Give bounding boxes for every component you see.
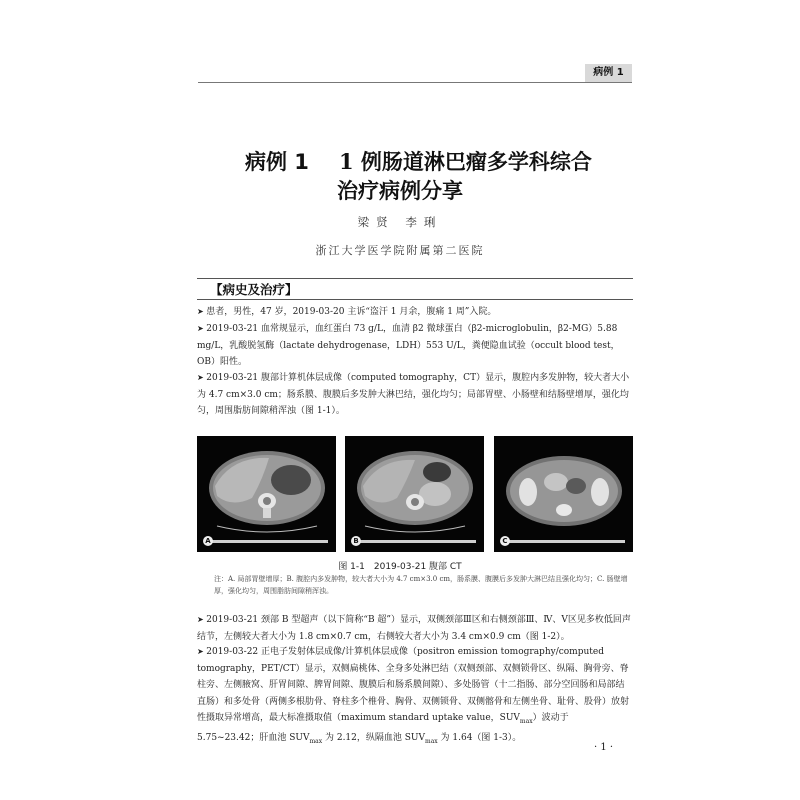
figure-1-1-images <box>197 436 633 552</box>
chapter-title-line2: 治疗病例分享 <box>337 178 463 203</box>
arrow-bullet-icon: ➤ <box>197 373 207 382</box>
paragraph-5: ➤ 2019-03-22 正电子发射体层成像/计算机体层成像（positron emission tomography/computed tomography，PET/CT）显示，双侧扁桃体、全身多处淋巴结（双侧颈部、双侧锁骨区、纵隔、胸骨旁、脊柱旁、左侧腋窝、肝胃间隙、脾胃间隙、腹膜后和肠系膜间隙）、多处肠管（十二指肠、部分空回肠和局部结直肠）和多处骨（两侧多根肋骨、脊柱多个椎骨、胸骨、双侧锁骨、双侧髂骨和左侧坐骨、耻骨、股骨）放射性摄取异常增高，最大标准摄取值（maximum standard uptake value，$SUV_{max}$）波动于 5.75~23.42；肝血池 $SUV_{max}$ 为 2.12，纵隔血池 $SUV_{max}$ 为 1.64（图 1-3）。 <box>197 647 630 746</box>
affiliation: 浙江大学医学院附属第二医院 <box>315 244 485 257</box>
authors: 梁贤 李琍 <box>357 215 443 229</box>
running-header-tab: 病例 1 <box>585 64 632 82</box>
case-number: 病例 1 <box>245 150 309 174</box>
paragraph-3: ➤ 2019-03-21 腹部计算机体层成像（computed tomography，CT）显示，腹腔内多发肿物，较大者大小为 4.7 cm×3.0 cm；肠系膜、腹膜后多发肿大淋巴结，强化均匀；局部胃壁、小肠壁和结肠壁增厚，强化均匀，周围脂肪间隙稍浑浊（图 1-1）。 <box>197 373 630 416</box>
arrow-bullet-icon: ➤ <box>197 647 207 656</box>
page-number: · 1 · <box>594 742 614 753</box>
ct-image-b <box>345 436 484 552</box>
panel-label-b: B <box>351 536 361 546</box>
title-text-line1: 1 例肠道淋巴瘤多学科综合 <box>338 149 592 174</box>
arrow-bullet-icon: ➤ <box>197 615 207 624</box>
header-rule <box>198 82 632 83</box>
paragraph-4: ➤ 2019-03-21 颈部 B 型超声（以下简称“B 超”）显示，双侧颈部Ⅲ区和右侧颈部Ⅲ、Ⅳ、Ⅴ区见多枚低回声结节，左侧较大者大小为 1.8 cm×0.7 cm，右侧较大者大小为 3.4 cm×0.9 cm（图 1-2）。 <box>197 615 631 642</box>
panel-label-c: C <box>500 536 510 546</box>
panel-label-a: A <box>203 536 213 546</box>
arrow-bullet-icon: ➤ <box>197 307 207 316</box>
paragraph-2: ➤ 2019-03-21 血常规显示，血红蛋白 73 g/L，血清 β2 微球蛋白（β2-microglobulin，β2-MG）5.88 mg/L，乳酸脱氢酶（lactate dehydrogenase，LDH）553 U/L，粪便隐血试验（occult blood test，OB）阳性。 <box>197 324 620 367</box>
paragraph-1: ➤ 患者，男性，47 岁，2019-03-20 主诉“盗汗 1 月余，腹痛 1 周”入院。 <box>197 307 497 317</box>
ct-image-a <box>197 436 336 552</box>
chapter-title-line1 <box>245 146 592 176</box>
ct-image-c <box>494 436 633 552</box>
section-title: 【病史及治疗】 <box>210 282 298 297</box>
figure-caption: 图 1-1 2019-03-21 腹部 CT <box>338 562 462 572</box>
figure-note: 注：A. 局部胃壁增厚；B. 腹腔内多发肿物，较大者大小为 4.7 cm×3.0 cm，肠系膜、腹膜后多发肿大淋巴结且强化均匀；C. 肠壁增厚，强化均匀，周围脂肪间隙稍浑浊。 <box>214 575 628 595</box>
arrow-bullet-icon: ➤ <box>197 324 207 333</box>
